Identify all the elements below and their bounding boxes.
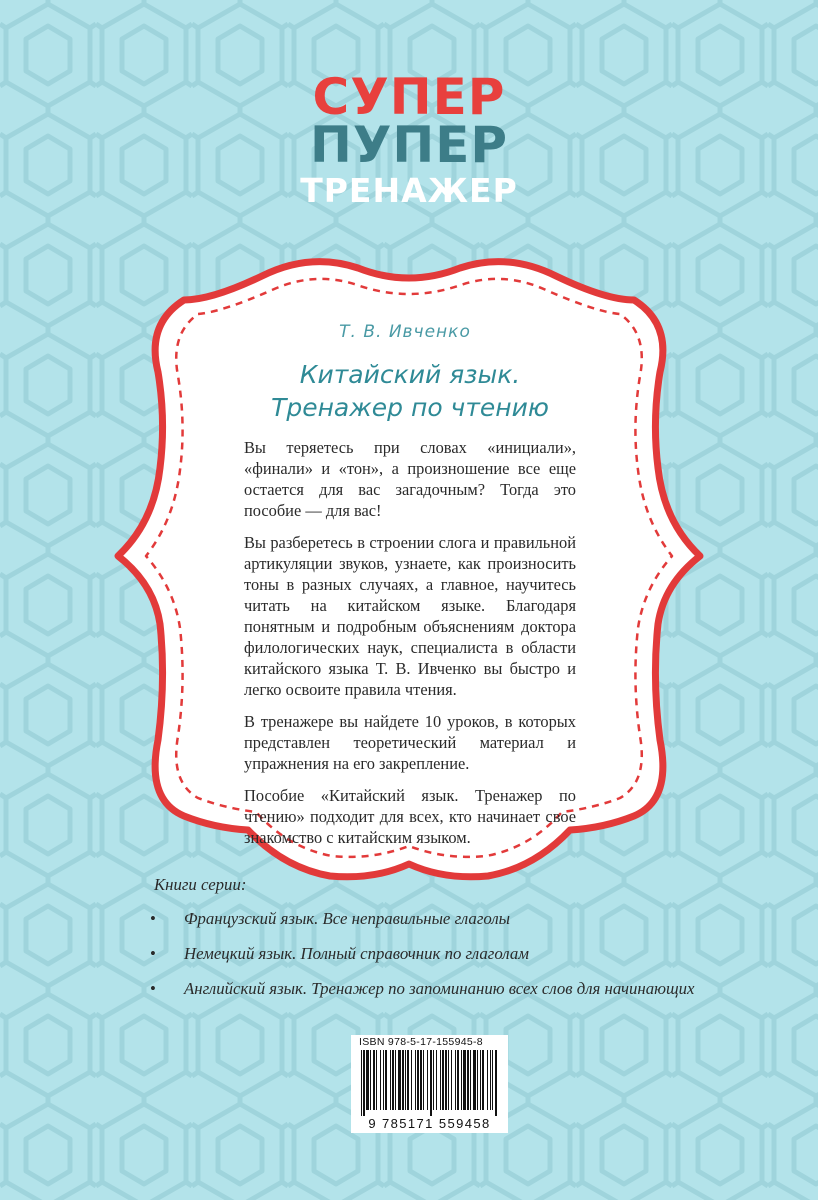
description-paragraph: В тренажере вы найдете 10 уроков, в которых представлен теоретический материал и упражнения на его закрепление. — [244, 712, 576, 773]
author-name: Т. В. Ивченко — [339, 322, 471, 342]
barcode-block — [351, 1035, 508, 1133]
book-description — [244, 437, 576, 859]
logo-line-super: СУПЕР — [312, 68, 506, 126]
series-item-title: Немецкий язык. Полный справочник по глаголам — [184, 944, 529, 963]
description-paragraph: Пособие «Китайский язык. Тренажер по чтению» подходит для всех, кто начинает свое знакомство с китайским языком. — [244, 786, 576, 847]
bullet-icon: • — [150, 979, 156, 998]
description-paragraph: Вы теряетесь при словах «инициали», «финали» и «тон», а произношение все еще остается для вас загадочным? Тогда это пособие — для вас! — [244, 438, 576, 520]
logo-line-trenazher: ТРЕНАЖЕР — [300, 171, 518, 210]
series-list-item — [150, 943, 710, 965]
bullet-icon: • — [150, 944, 156, 963]
logo-line-puper: ПУПЕР — [309, 116, 509, 174]
series-item-title: Английский язык. Тренажер по запоминанию всех слов для начинающих — [184, 979, 695, 998]
ean-number: 9 785171 559458 — [368, 1116, 491, 1131]
series-item-title: Французский язык. Все неправильные глаголы — [184, 909, 511, 928]
series-heading: Книги серии: — [154, 875, 247, 894]
book-title-line-2: Тренажер по чтению — [271, 393, 549, 422]
series-list — [150, 908, 710, 1000]
bullet-icon: • — [150, 909, 156, 928]
description-paragraph: Вы разберетесь в строении слога и правильной артикуляции звуков, узнаете, как произносить тоны в разных случаях, а главное, научитесь читать на китайском языке. Благодаря понятным и подробным объяснениям доктора филологических наук, специалиста в области китайского языка Т. В. Ивченко вы быстро и легко освоите правила чтения. — [244, 533, 576, 699]
series-list-item — [150, 978, 710, 1000]
barcode-icon — [355, 1050, 504, 1116]
series-books — [150, 874, 710, 1013]
isbn-number: ISBN 978-5-17-155945-8 — [359, 1036, 483, 1048]
series-list-item — [150, 908, 710, 930]
book-title — [240, 358, 580, 424]
book-title-line-1: Китайский язык. — [299, 360, 521, 389]
